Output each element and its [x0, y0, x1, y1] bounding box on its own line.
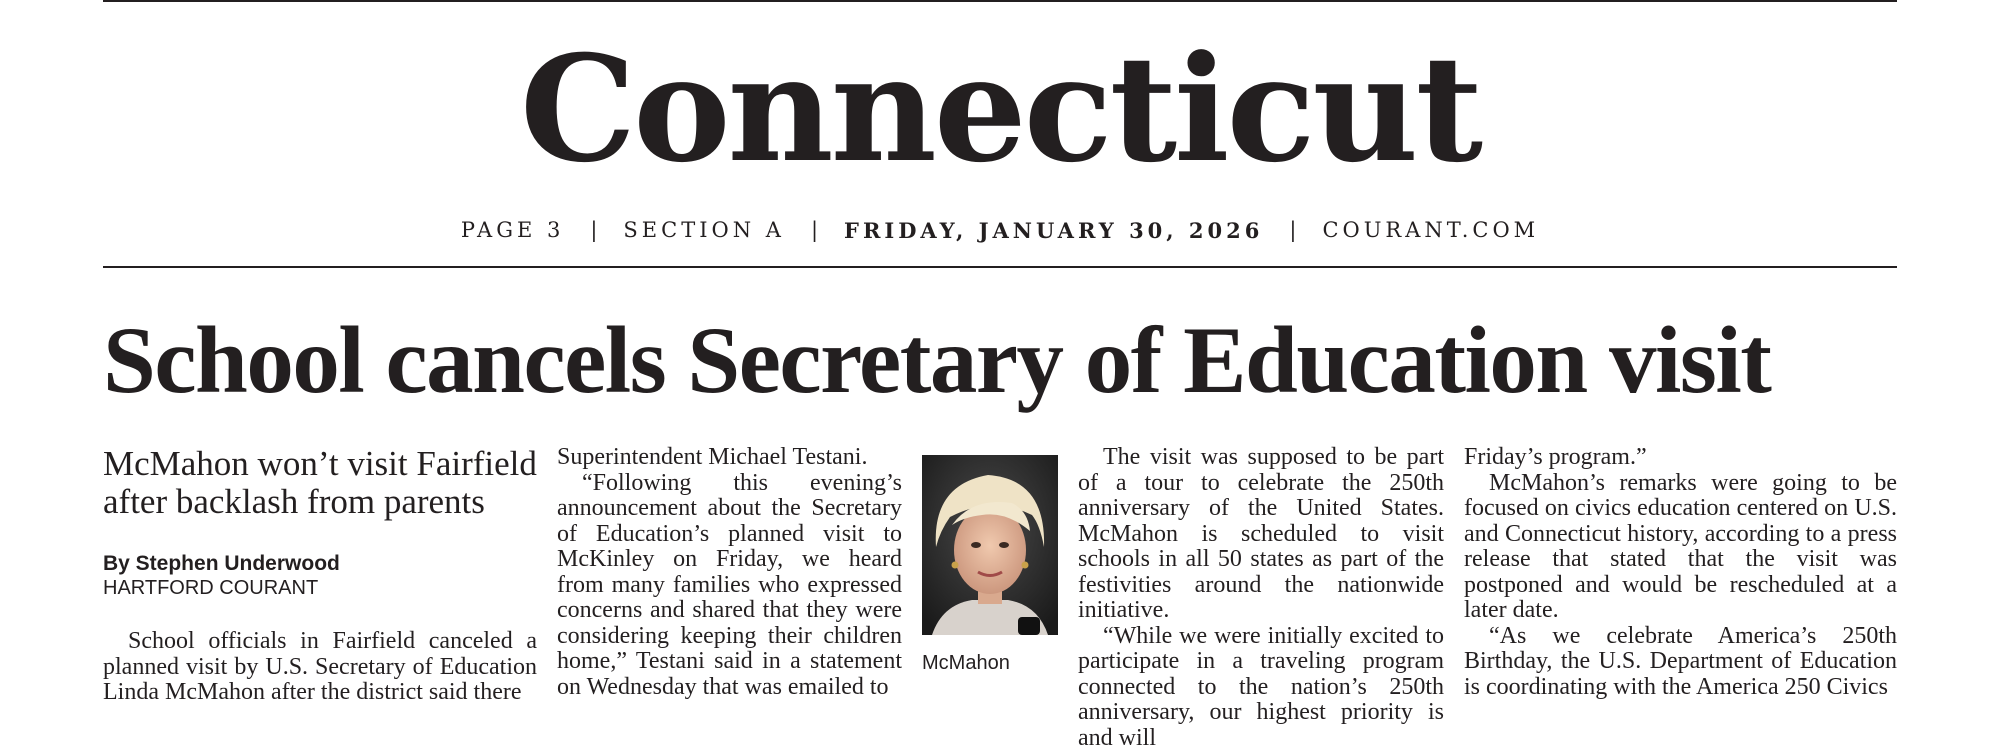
paragraph: Friday’s program.”	[1464, 445, 1897, 471]
article-column-1	[103, 445, 537, 706]
dateline	[0, 215, 2000, 245]
paragraph: The visit was supposed to be part of a tour to celebrate the 250th anniversary of the United States. McMahon is scheduled to visit schools in all 50 states as part of the festivities around the nationwide initiative.	[1078, 445, 1444, 624]
paragraph: McMahon’s remarks were going to be focused on civics education centered on U.S. and Connecticut history, according to a press release that stated that the visit was postponed and would be rescheduled at a later date.	[1464, 471, 1897, 624]
issue-date: FRIDAY, JANUARY 30, 2026	[844, 218, 1263, 243]
section-label: SECTION A	[623, 218, 785, 242]
byline-organization: HARTFORD COURANT	[103, 576, 537, 601]
paragraph: “As we celebrate America’s 250th Birthday, the U.S. Department of Education is coordinating with the America 250 Civics	[1464, 624, 1897, 701]
byline: By Stephen Underwood	[103, 551, 537, 576]
paragraph: “Following this evening’s announcement about the Secretary of Education’s planned visit to McKinley on Friday, we heard from many families who expressed concerns and shared that they were considering keeping their children home,” Testani said in a statement on Wednesday that was emailed to	[557, 471, 902, 701]
article-column-3	[1078, 445, 1444, 751]
section-rule	[103, 266, 1897, 268]
dateline-separator: |	[811, 218, 818, 242]
paragraph: School officials in Fairfield canceled a planned visit by U.S. Secretary of Education Linda McMahon after the district said there	[103, 629, 537, 706]
top-rule	[103, 0, 1897, 2]
photo-caption: McMahon	[922, 651, 1010, 675]
paragraph: “While we were initially excited to participate in a traveling program connected to the nation’s 250th anniversary, our highest priority is and will	[1078, 624, 1444, 751]
masthead-title: Connecticut	[0, 30, 2000, 190]
website: COURANT.COM	[1322, 218, 1539, 242]
article-headline: School cancels Secretary of Education visit	[103, 308, 1897, 412]
dateline-separator: |	[1289, 218, 1296, 242]
mcmahon-photo	[922, 455, 1058, 635]
dateline-separator: |	[590, 218, 597, 242]
article-column-4	[1464, 445, 1897, 700]
article-column-2	[557, 445, 902, 700]
page-number: PAGE 3	[461, 218, 565, 242]
paragraph: Superintendent Michael Testani.	[557, 445, 902, 471]
article-deck: McMahon won’t visit Fairfield after backlash from parents	[103, 445, 537, 521]
